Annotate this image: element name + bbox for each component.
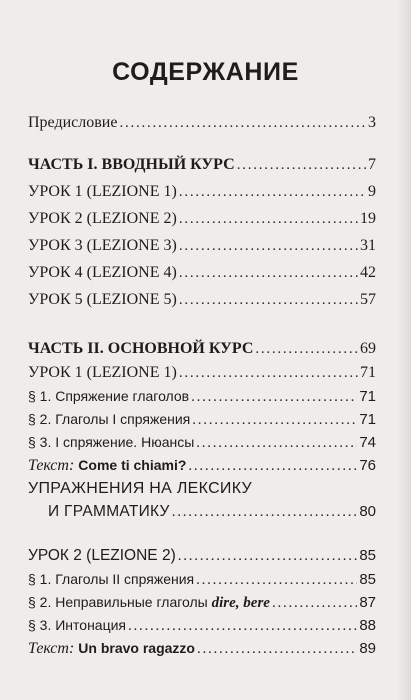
leader-dots	[196, 435, 357, 452]
toc-entry-page: 3	[368, 114, 376, 131]
leader-dots	[192, 412, 357, 429]
leader-dots	[172, 504, 358, 521]
toc-entry-lesson	[28, 237, 376, 255]
toc-entry-lesson	[28, 291, 376, 309]
toc-entry-section	[28, 571, 376, 589]
toc-entry-lesson	[28, 364, 376, 382]
toc-entry-label: Предисловие	[28, 114, 118, 131]
toc-entry-page: 74	[359, 434, 376, 451]
toc-entry-section	[28, 388, 376, 406]
toc-entry-label: УРОК 1 (LEZIONE 1)	[28, 183, 177, 200]
toc-entry-page: 85	[359, 571, 376, 588]
toc-entry-exercises	[48, 503, 376, 521]
toc-entry-label: УРОК 3 (LEZIONE 3)	[28, 237, 177, 254]
toc-entry-preface	[28, 114, 376, 132]
toc-entry-lesson	[28, 183, 376, 201]
toc-entry-page: 71	[359, 411, 376, 428]
text-title: Un bravo ragazzo	[78, 640, 195, 656]
toc-entry-label	[28, 594, 270, 612]
toc-entry-label: УРОК 2 (LEZIONE 2)	[28, 547, 176, 564]
toc-entry-label	[28, 457, 186, 475]
toc-entry-section	[28, 594, 376, 612]
leader-dots	[178, 548, 358, 565]
toc-entry-page: 88	[359, 617, 376, 634]
toc-entry-label: УРОК 1 (LEZIONE 1)	[28, 364, 177, 381]
toc-entry-page: 7	[368, 156, 376, 173]
toc-entry-label: § 2. Глаголы I спряжения	[28, 411, 191, 427]
leader-dots	[255, 341, 358, 358]
toc-entry-page: 80	[359, 503, 376, 520]
leader-dots	[128, 618, 357, 635]
toc-entry-label: ЧАСТЬ II. ОСНОВНОЙ КУРС	[28, 340, 254, 357]
toc-entry-label: ЧАСТЬ I. ВВОДНЫЙ КУРС	[28, 156, 235, 173]
leader-dots	[179, 238, 358, 255]
toc-entry-page: 19	[360, 210, 376, 227]
leader-dots	[119, 115, 366, 132]
leader-dots	[188, 458, 357, 475]
toc-entry-part-2	[28, 340, 376, 358]
toc-entry-page: 31	[360, 237, 376, 254]
toc-entry-page: 76	[359, 457, 376, 474]
toc-entry-page: 71	[359, 388, 376, 405]
toc-entry-section	[28, 411, 376, 429]
leader-dots	[179, 292, 358, 309]
toc-entry-label	[28, 640, 195, 658]
section-emphasis: dire, bere	[211, 595, 270, 611]
leader-dots	[197, 641, 357, 658]
toc-entry-label: § 1. Спряжение глаголов	[28, 388, 190, 404]
toc-entry-page: 85	[359, 547, 376, 564]
toc-entry-label: УРОК 2 (LEZIONE 2)	[28, 210, 177, 227]
toc-entry-lesson	[28, 210, 376, 228]
toc-entry-part-1	[28, 156, 376, 174]
leader-dots	[196, 572, 357, 589]
toc-entry-text	[28, 640, 376, 658]
toc-entry-page: 89	[359, 640, 376, 657]
page-edge-shadow	[397, 0, 411, 700]
toc-entry-exercises-line1: УПРАЖНЕНИЯ НА ЛЕКСИКУ	[28, 480, 252, 497]
toc-entry-label: УРОК 4 (LEZIONE 4)	[28, 264, 177, 281]
text-title: Come ti chiami?	[78, 457, 187, 473]
toc-entry-label: § 3. I спряжение. Нюансы	[28, 434, 195, 450]
toc-entry-label: § 3. Интонация	[28, 617, 127, 633]
text-prefix: Текст:	[28, 457, 75, 474]
leader-dots	[179, 184, 366, 201]
toc-entry-text	[28, 457, 376, 475]
text-prefix: Текст:	[28, 640, 75, 657]
toc-entry-lesson	[28, 547, 376, 565]
toc-entry-section	[28, 434, 376, 452]
page-title: СОДЕРЖАНИЕ	[112, 58, 299, 86]
leader-dots	[179, 265, 358, 282]
toc-entry-lesson	[28, 264, 376, 282]
toc-entry-page: 42	[360, 264, 376, 281]
toc-entry-page: 71	[360, 364, 376, 381]
leader-dots	[272, 595, 357, 612]
toc-entry-label: УРОК 5 (LEZIONE 5)	[28, 291, 177, 308]
toc-entry-section	[28, 617, 376, 635]
toc-entry-page: 69	[360, 340, 376, 357]
leader-dots	[237, 157, 366, 174]
leader-dots	[179, 211, 358, 228]
leader-dots	[191, 389, 357, 406]
leader-dots	[179, 365, 358, 382]
toc-entry-label: § 1. Глаголы II спряжения	[28, 571, 195, 587]
toc-entry-label: И ГРАММАТИКУ	[48, 503, 170, 520]
toc-entry-page: 9	[368, 183, 376, 200]
toc-entry-page: 57	[360, 291, 376, 308]
toc-entry-page: 87	[359, 594, 376, 611]
section-text: § 2. Неправильные глаголы	[28, 594, 208, 610]
